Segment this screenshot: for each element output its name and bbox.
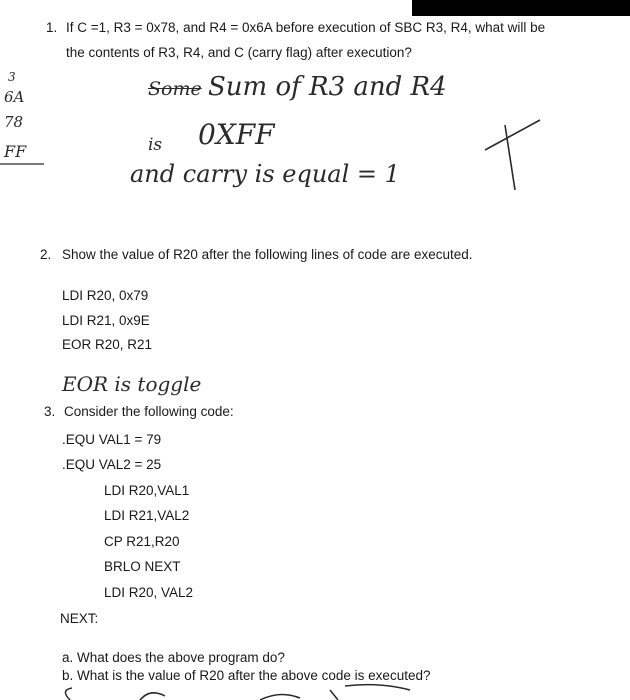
q3-label-next: NEXT: — [60, 611, 99, 626]
hw-answer1-line1: Sum of R3 and R4 — [208, 72, 447, 102]
hw-answer1-line3: and carry is equal = 1 — [130, 160, 400, 188]
q2-code-line-3: EOR R20, R21 — [62, 337, 153, 352]
margin-note-2: 6A — [4, 88, 25, 106]
q3-sub-b: b. What is the value of R20 after the above code is executed? — [62, 668, 431, 683]
q3-code-line-3: CP R21,R20 — [104, 534, 180, 549]
q2-number: 2. — [40, 247, 52, 262]
q3-equ-line-1: .EQU VAL1 = 79 — [62, 432, 162, 447]
q3-code-line-5: LDI R20, VAL2 — [104, 585, 194, 600]
q3-sub-a: a. What does the above program do? — [62, 650, 285, 665]
margin-note-4: FF — [4, 142, 27, 161]
hw-answer2: EOR is toggle — [62, 372, 202, 396]
q3-code-line-1: LDI R20,VAL1 — [104, 483, 190, 498]
q3-equ-line-2: .EQU VAL2 = 25 — [62, 457, 162, 472]
q1-text-line2: the contents of R3, R4, and C (carry flag) after execution? — [66, 45, 412, 60]
q2-code-line-1: LDI R20, 0x79 — [62, 288, 149, 303]
q2-prompt: Show the value of R20 after the following lines of code are executed. — [62, 247, 473, 262]
hw-answer1-value: 0XFF — [198, 118, 275, 151]
q3-code-line-2: LDI R21,VAL2 — [104, 508, 190, 523]
q2-code-line-2: LDI R21, 0x9E — [62, 313, 150, 328]
margin-note-1: 3 — [8, 70, 16, 84]
q3-code-line-4: BRLO NEXT — [104, 559, 181, 574]
q1-number: 1. — [46, 20, 58, 35]
q3-number: 3. — [44, 404, 56, 419]
q3-prompt: Consider the following code: — [64, 404, 234, 419]
q1-text-line1: If C =1, R3 = 0x78, and R4 = 0x6A before execution of SBC R3, R4, what will be — [66, 20, 546, 35]
hw-answer1-is: is — [148, 135, 163, 155]
hw-struck-word: Some — [148, 78, 202, 100]
margin-note-3: 78 — [4, 113, 24, 131]
